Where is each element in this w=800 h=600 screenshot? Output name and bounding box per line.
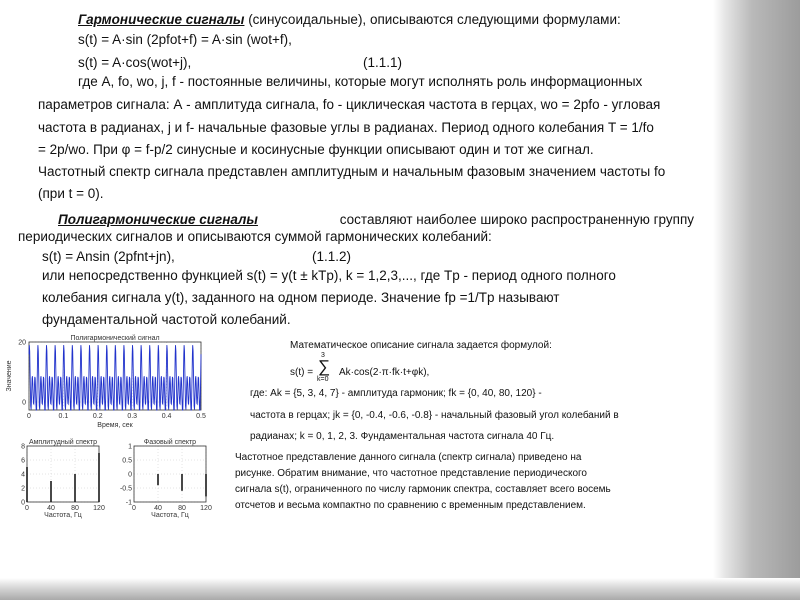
amplitude-spectrum-svg (5, 432, 105, 522)
signal-x-tick-label: 0.5 (196, 413, 206, 420)
harmonic-text-line-5: Частотный спектр сигнала представлен амплитудным и начальным фазовым значением частоты fo (38, 164, 666, 179)
sum-formula-left: s(t) = (290, 367, 314, 378)
phase-spectrum-chart (112, 432, 212, 522)
signal-chart (5, 330, 210, 430)
signal-x-tick-label: 0.1 (58, 413, 69, 420)
math-heading: Математическое описание сигнала задается формулой: (290, 340, 552, 351)
phase-y-tick-label: 1 (128, 443, 132, 451)
harmonic-formula-number: (1.1.1) (363, 55, 403, 70)
amp-y-tick-label: 4 (21, 471, 25, 479)
phase-x-tick-label: 40 (154, 505, 162, 512)
phase-x-tick-label: 120 (200, 505, 212, 512)
signal-title: Полигармонический сигнал (70, 335, 160, 342)
signal-ylabel: Значение (6, 360, 13, 392)
phase-y-tick-label: 0 (128, 471, 132, 479)
harmonic-text-line-6: (при t = 0). (38, 186, 104, 201)
math-text-line-2: частота в герцах; jk = {0, -0.4, -0.6, -0.8} - начальный фазовый угол колебаний в (250, 410, 619, 421)
signal-chart-svg (5, 330, 210, 430)
amp-xlabel: Частота, Гц (44, 512, 82, 519)
poly-formula-number: (1.1.2) (312, 249, 352, 264)
sum-formula-right: Ak·cos(2·π·fk·t+φk), (339, 367, 430, 378)
math-text-line-1: где: Ak = {5, 3, 4, 7} - амплитуда гармоник; fk = {0, 40, 80, 120} - (250, 388, 542, 399)
phase-title: Фазовый спектр (143, 439, 197, 446)
amp-x-tick-label: 0 (25, 505, 29, 512)
harmonic-title-rest: (синусоидальные), описываются следующими формулами: (244, 12, 621, 27)
signal-series-line (29, 345, 201, 410)
signal-x-tick-label: 0.4 (161, 413, 172, 420)
spectrum-text-line-3: сигнала s(t), ограниченного по числу гармоник спектра, составляет всего восемь (235, 484, 611, 495)
signal-x-tick-label: 0.2 (92, 413, 103, 420)
sum-symbol: ∑ (318, 357, 331, 376)
signal-y-tick-label: 0 (22, 399, 26, 407)
spectrum-text-line-2: рисунке. Обратим внимание, что частотное представление периодического (235, 468, 587, 479)
sum-upper-limit: 3 (321, 352, 325, 359)
harmonic-heading-line (78, 12, 621, 28)
poly-text-line-1: периодических сигналов и описываются суммой гармонических колебаний: (18, 229, 492, 244)
poly-heading-line (58, 212, 694, 228)
harmonic-text-line-2: параметров сигнала: А - амплитуда сигнала, fo - циклическая частота в герцах, wo = 2pfo - угловая (38, 97, 661, 112)
amp-x-tick-label: 40 (47, 505, 55, 512)
amp-x-tick-label: 80 (71, 505, 79, 512)
poly-text-line-3: колебания сигнала y(t), заданного на одном периоде. Значение fp =1/Tp называют (42, 290, 560, 305)
harmonic-text-line-3: частота в радианах, j и f- начальные фазовые углы в радианах. Период одного колебания T = 1/fo (38, 120, 654, 135)
slide-shadow-right (713, 0, 800, 600)
poly-text-line-2: или непосредственно функцией s(t) = y(t ± kTp), k = 1,2,3,..., где Tp - период одного полного (42, 268, 616, 283)
signal-xlabel: Время, сек (97, 422, 133, 429)
poly-formula: s(t) = Ansin (2pfnt+jn), (42, 249, 175, 264)
phase-y-tick-label: 0.5 (122, 457, 132, 465)
poly-title: Полигармонические сигналы (58, 212, 258, 227)
amp-title: Амплитудный спектр (28, 439, 98, 446)
spectrum-text-line-4: отсчетов и весьма компактно по сравнению с временным представлением. (235, 500, 586, 511)
harmonic-formula-2: s(t) = A·cos(wot+j), (78, 55, 192, 70)
math-text-line-3: радианах; k = 0, 1, 2, 3. Фундаментальная частота сигнала 40 Гц. (250, 431, 555, 442)
amp-y-tick-label: 6 (21, 457, 25, 465)
signal-x-tick-label: 0.3 (127, 413, 138, 420)
slide-shadow-bottom (0, 578, 800, 600)
amp-x-tick-label: 120 (93, 505, 105, 512)
poly-title-rest: составляют наиболее широко распространенную группу (339, 212, 694, 227)
signal-x-tick-label: 0 (27, 413, 31, 420)
harmonic-formula-1: s(t) = A·sin (2pfot+f) = A·sin (wot+f), (78, 32, 292, 47)
phase-xlabel: Частота, Гц (151, 512, 189, 519)
sum-lower-limit: k=0 (317, 376, 329, 383)
signal-y-tick-label: 20 (18, 339, 26, 347)
amp-y-tick-label: 0 (21, 499, 25, 507)
phase-y-tick-label: -1 (125, 499, 132, 507)
poly-text-line-4: фундаментальной частотой колебаний. (42, 312, 291, 327)
phase-y-tick-label: -0.5 (119, 485, 132, 493)
amplitude-spectrum-chart (5, 432, 105, 522)
phase-x-tick-label: 80 (178, 505, 186, 512)
amp-y-tick-label: 2 (21, 485, 25, 493)
phase-spectrum-svg (112, 432, 212, 522)
spectrum-text-line-1: Частотное представление данного сигнала (спектр сигнала) приведено на (235, 452, 582, 463)
phase-x-tick-label: 0 (132, 505, 136, 512)
amp-y-tick-label: 8 (21, 443, 25, 451)
harmonic-title: Гармонические сигналы (78, 12, 245, 27)
harmonic-text-line-1: где A, fo, wo, j, f - постоянные величины, которые могут исполнять роль информационных (78, 74, 643, 89)
harmonic-text-line-4: = 2p/wo. При φ = f-p/2 синусные и косинусные функции описывают один и тот же сигнал. (38, 142, 594, 157)
